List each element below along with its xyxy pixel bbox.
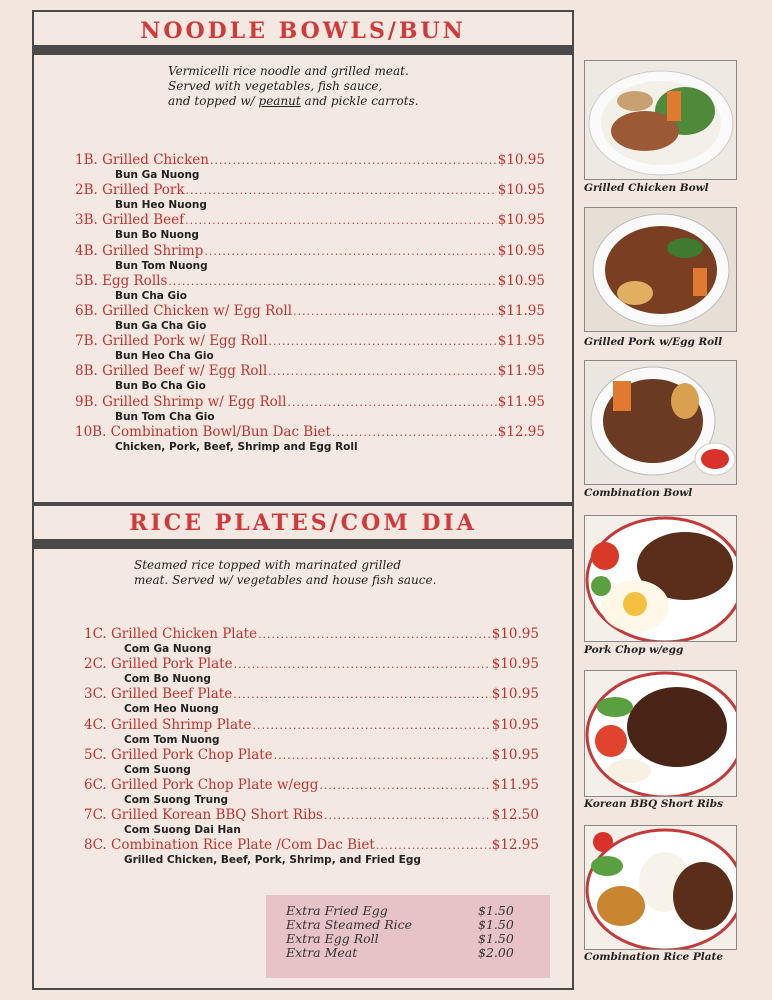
menu-item-line [84, 717, 539, 733]
section-description [168, 64, 419, 109]
menu-item-line [84, 837, 539, 853]
menu-item-price: $10.95 [497, 272, 545, 289]
dot-leader [210, 154, 497, 167]
dot-leader [269, 335, 497, 348]
section-description [134, 558, 436, 588]
menu-item-price: $10.95 [497, 242, 545, 259]
menu-item-vietnamese-name: Chicken, Pork, Beef, Shrimp and Egg Roll [115, 440, 358, 453]
menu-item-name: 1C. Grilled Chicken Plate [84, 626, 258, 642]
description-line: Vermicelli rice noodle and grilled meat. [168, 64, 409, 78]
photo-caption: Pork Chop w/egg [584, 644, 684, 656]
menu-item-line [84, 747, 539, 763]
menu-item-price: $11.95 [497, 333, 545, 350]
description-line: and topped w/ [168, 94, 259, 108]
menu-item-line [75, 152, 545, 168]
dot-leader [324, 809, 491, 822]
noodle-bowls-section [32, 10, 574, 504]
menu-item-name: 8C. Combination Rice Plate /Com Dac Biet [84, 837, 375, 854]
dot-leader [258, 628, 491, 641]
menu-item-vietnamese-name: Bun Tom Nuong [115, 259, 208, 272]
menu-item-list [84, 626, 539, 868]
menu-item-line [75, 303, 545, 319]
menu-item-vietnamese-name: Bun Cha Gio [115, 289, 187, 302]
menu-item-price: $12.95 [497, 423, 545, 440]
extra-price: $2.00 [478, 945, 514, 960]
menu-item-line [75, 243, 545, 259]
menu-item [75, 243, 545, 273]
menu-item-vietnamese-name: Grilled Chicken, Beef, Pork, Shrimp, and Fried Egg [124, 854, 421, 867]
photo-caption: Grilled Pork w/Egg Roll [584, 336, 723, 348]
menu-item-vietnamese-name: Com Bo Nuong [124, 673, 211, 686]
noodle-bowl-photo [584, 207, 737, 332]
menu-item-name: 7B. Grilled Pork w/ Egg Roll [75, 333, 268, 350]
menu-item-line [75, 363, 545, 379]
menu-item-vietnamese-name: Com Suong Dai Han [124, 824, 241, 837]
dot-leader [234, 658, 491, 671]
menu-item-vietnamese-name: Bun Heo Cha Gio [115, 350, 214, 363]
dot-leader [287, 396, 496, 409]
menu-item-price: $10.95 [497, 182, 545, 199]
photo-caption: Combination Rice Plate [584, 951, 724, 963]
description-line: meat. Served w/ vegetables and house fish sauce. [134, 573, 437, 587]
menu-item [84, 777, 539, 807]
rice-plate-photo [584, 825, 737, 950]
noodle-bowl-photo [584, 360, 737, 485]
menu-item [75, 424, 545, 454]
photo-caption: Korean BBQ Short Ribs [584, 798, 723, 810]
section-divider [34, 45, 572, 55]
menu-item-line [84, 686, 539, 702]
menu-item-name: 9B. Grilled Shrimp w/ Egg Roll [75, 393, 287, 410]
menu-item-name: 4C. Grilled Shrimp Plate [84, 716, 252, 733]
menu-item-name: 5B. Egg Rolls [75, 272, 168, 289]
menu-item [75, 394, 545, 424]
extra-price: $1.50 [478, 903, 514, 918]
description-underlined: peanut [258, 94, 301, 108]
menu-item-name: 7C. Grilled Korean BBQ Short Ribs [84, 807, 323, 824]
description-line: Steamed rice topped with marinated grilled [134, 558, 402, 572]
dot-leader [186, 184, 497, 197]
extra-name: Extra Meat [286, 945, 358, 960]
menu-item-price: $10.95 [491, 656, 539, 673]
menu-item [75, 182, 545, 212]
extra-name: Extra Egg Roll [286, 931, 379, 946]
menu-item-name: 2C. Grilled Pork Plate [84, 656, 233, 673]
menu-item-name: 10B. Combination Bowl/Bun Dac Biet [75, 423, 331, 440]
menu-item-line [75, 182, 545, 198]
menu-item-vietnamese-name: Com Heo Nuong [124, 703, 219, 716]
menu-item [84, 626, 539, 656]
menu-item-vietnamese-name: Com Ga Nuong [124, 643, 212, 655]
section-title: RICE PLATES/COM DIA [129, 510, 477, 536]
menu-item-line [75, 273, 545, 289]
menu-item [84, 686, 539, 716]
dot-leader [204, 245, 496, 258]
menu-item-price: $10.95 [497, 212, 545, 229]
menu-item-line [84, 626, 539, 642]
extra-name: Extra Fried Egg [286, 903, 388, 918]
menu-item-line [75, 333, 545, 349]
menu-item [84, 837, 539, 867]
menu-item-line [84, 777, 539, 793]
extra-row [286, 945, 536, 960]
menu-item [84, 807, 539, 837]
menu-item [84, 656, 539, 686]
menu-item [75, 273, 545, 303]
menu-item-name: 6C. Grilled Pork Chop Plate w/egg [84, 776, 319, 793]
dot-leader [274, 749, 491, 762]
menu-item-vietnamese-name: Bun Tom Cha Gio [115, 410, 215, 423]
photo-caption: Grilled Chicken Bowl [584, 182, 709, 194]
menu-item-vietnamese-name: Bun Heo Nuong [115, 199, 207, 212]
menu-item [75, 363, 545, 393]
extras-box [266, 895, 550, 978]
dot-leader [233, 688, 491, 701]
menu-item-name: 3C. Grilled Beef Plate [84, 686, 233, 703]
menu-item [84, 747, 539, 777]
menu-item-price: $11.95 [497, 302, 545, 319]
menu-item-name: 5C. Grilled Pork Chop Plate [84, 746, 273, 763]
dot-leader [332, 426, 497, 439]
description-line: Served with vegetables, fish sauce, [168, 79, 383, 93]
extra-row [286, 931, 536, 946]
dot-leader [376, 839, 491, 852]
menu-item-list [75, 152, 545, 454]
menu-item-price: $10.95 [491, 746, 539, 763]
menu-item-name: 2B. Grilled Pork [75, 182, 185, 199]
section-title: NOODLE BOWLS/BUN [140, 18, 466, 44]
extra-name: Extra Steamed Rice [286, 917, 413, 932]
menu-item-name: 4B. Grilled Shrimp [75, 242, 204, 259]
menu-item-vietnamese-name: Com Suong Trung [124, 793, 229, 806]
photo-caption: Combination Bowl [584, 487, 693, 499]
menu-item-vietnamese-name: Bun Bo Cha Gio [115, 380, 206, 393]
menu-item-vietnamese-name: Bun Ga Nuong [115, 169, 200, 181]
menu-item-price: $11.95 [491, 776, 539, 793]
menu-item-vietnamese-name: Bun Ga Cha Gio [115, 319, 207, 332]
menu-item-line [75, 424, 545, 440]
dot-leader [293, 305, 497, 318]
dot-leader [319, 779, 490, 792]
extra-price: $1.50 [478, 931, 514, 946]
extra-row [286, 917, 536, 932]
menu-item [75, 303, 545, 333]
menu-item-name: 3B. Grilled Beef [75, 212, 185, 229]
menu-item-price: $10.95 [497, 152, 545, 168]
menu-item-price: $10.95 [491, 626, 539, 642]
menu-item-price: $10.95 [491, 686, 539, 703]
menu-item-line [75, 394, 545, 410]
menu-item-line [84, 656, 539, 672]
menu-item [75, 212, 545, 242]
menu-item-vietnamese-name: Bun Bo Nuong [115, 229, 199, 242]
dot-leader [252, 719, 490, 732]
menu-item-line [84, 807, 539, 823]
menu-item [84, 717, 539, 747]
menu-item-price: $11.95 [497, 393, 545, 410]
menu-item-vietnamese-name: Com Suong [124, 763, 191, 776]
menu-item-price: $12.50 [491, 807, 539, 824]
menu-item-name: 8B. Grilled Beef w/ Egg Roll [75, 363, 268, 380]
description-line: and pickle carrots. [300, 94, 419, 108]
extra-price: $1.50 [478, 917, 514, 932]
section-divider [34, 539, 572, 549]
menu-item [75, 333, 545, 363]
menu-item-price: $11.95 [497, 363, 545, 380]
dot-leader [185, 214, 497, 227]
menu-item-vietnamese-name: Com Tom Nuong [124, 733, 220, 746]
menu-item-name: 1B. Grilled Chicken [75, 152, 209, 168]
menu-item-line [75, 212, 545, 228]
rice-plate-photo [584, 670, 737, 797]
menu-item-price: $10.95 [491, 716, 539, 733]
dot-leader [268, 365, 497, 378]
rice-plate-photo [584, 515, 737, 642]
menu-item-price: $12.95 [491, 837, 539, 854]
dot-leader [168, 275, 496, 288]
menu-item [75, 152, 545, 182]
menu-item-name: 6B. Grilled Chicken w/ Egg Roll [75, 302, 293, 319]
noodle-bowl-photo [584, 60, 737, 180]
extra-row [286, 903, 536, 918]
